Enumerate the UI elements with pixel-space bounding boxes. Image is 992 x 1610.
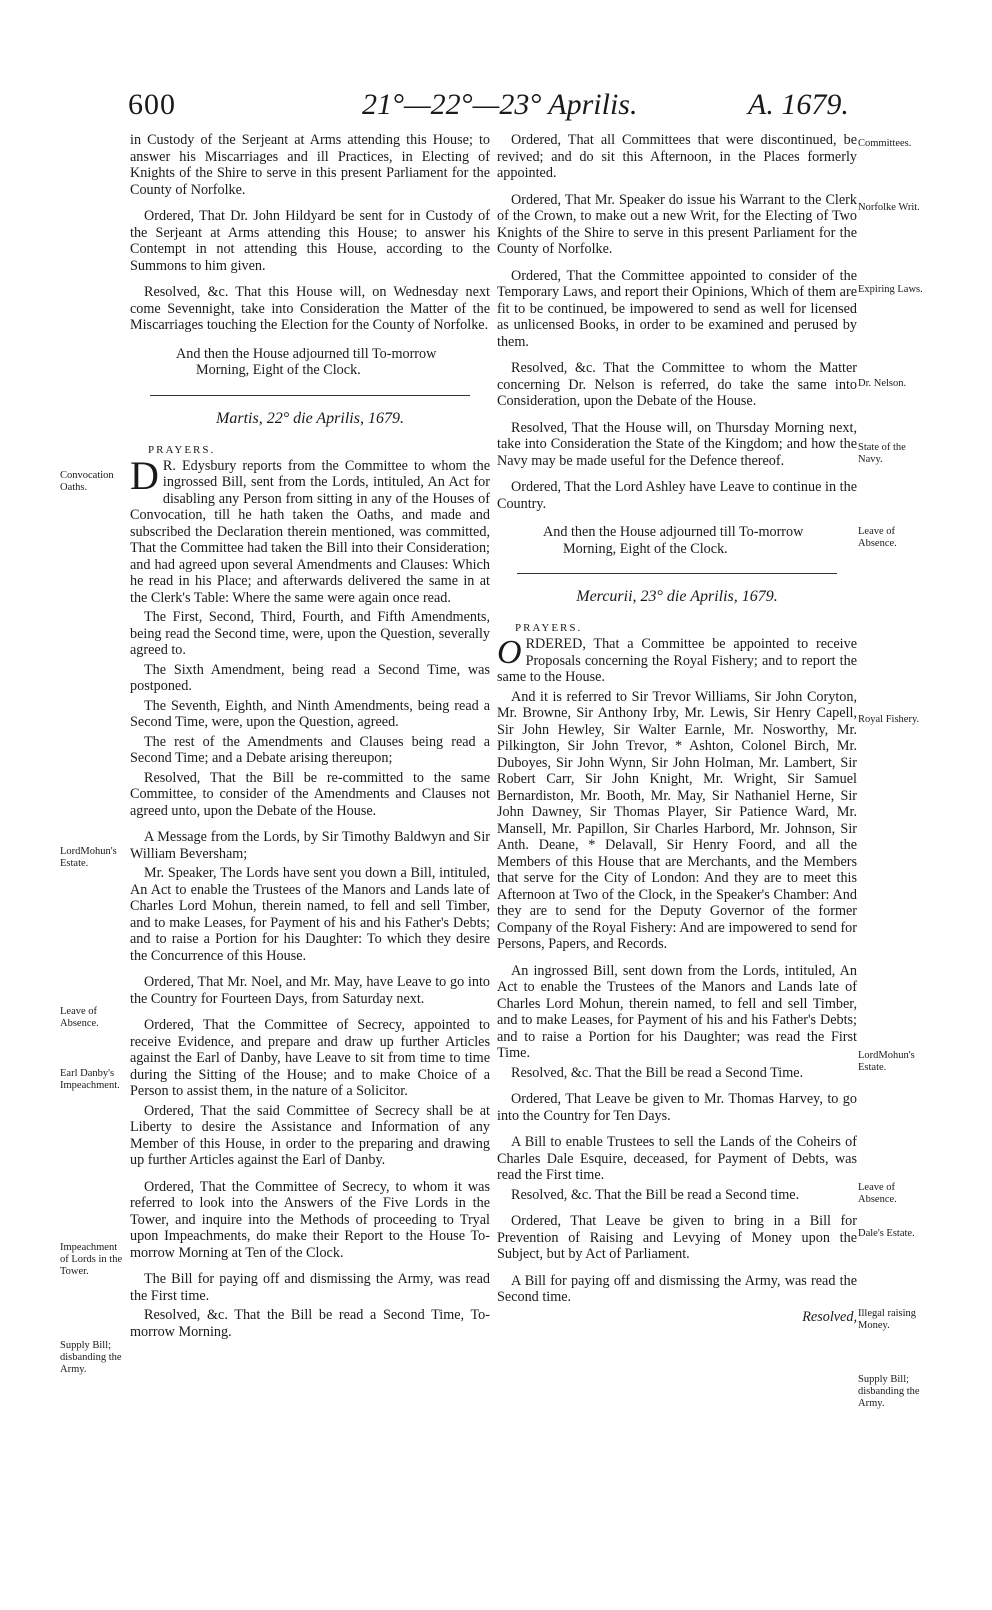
margin-note: Convocation Oaths. <box>60 470 114 493</box>
paragraph: Ordered, That Mr. Noel, and Mr. May, have Leave to go into the Country for Fourteen Days, from Saturday next. <box>130 974 490 1007</box>
paragraph: Ordered, That Dr. John Hildyard be sent for in Custody of the Serjeant at Arms attending this House; to answer his Contempt in not attending this House, according to the Summons to him given. <box>130 208 490 274</box>
margin-note: Expiring Laws. <box>858 284 923 295</box>
margin-note: Illegal raising Money. <box>858 1308 917 1331</box>
margin-note: State of the Navy. <box>858 442 906 465</box>
paragraph: Mr. Speaker, The Lords have sent you down a Bill, intituled, An Act to enable the Trustees of the Manors and Lands late of Charles Lord Mohun, therein named, to fell and sell Timber, and to make Leases, for Payment of his and his Father's Debts; and to raise a Portion for his Daughter: To which they desire the Concurrence of this House. <box>130 865 490 964</box>
paragraph: A Bill for paying off and dismissing the Army, was read the Second time. <box>497 1272 857 1305</box>
margin-note: Supply Bill; disbanding the Army. <box>60 1340 122 1375</box>
margin-note: Committees. <box>858 138 912 149</box>
page-number: 600 <box>128 88 176 121</box>
paragraph: Resolved, &c. That the Committee to whom the Matter concerning Dr. Nelson is referred, do take the same into Consideration, upon the Debate of the House. <box>497 360 857 409</box>
paragraph: Resolved, &c. That the Bill be read a Second Time, To-morrow Morning. <box>130 1307 490 1340</box>
paragraph: Ordered, That Mr. Speaker do issue his Warrant to the Clerk of the Crown, to make out a new Writ, for the Electing of Two Knights of the Shire to serve in this present Parliament for the County of Norfolke. <box>497 191 857 257</box>
drop-cap: O <box>497 634 522 671</box>
paragraph: Ordered, That the said Committee of Secrecy shall be at Liberty to desire the Assistance and Information of any Member of this House, in order to the preparing and drawing up further Articles against the Earl of Danby. <box>130 1102 490 1168</box>
paragraph: Resolved, &c. That the Bill be read a Second time. <box>511 1186 800 1203</box>
paragraph: Ordered, That the Lord Ashley have Leave to continue in the Country. <box>497 479 857 512</box>
paragraph <box>130 452 490 607</box>
paragraph: An ingrossed Bill, sent down from the Lords, intituled, An Act to enable the Trustees of the Manors and Lands late of Charles Lord Mohun, therein named, to fell and sell Timber, and to make Leases, for Payment of his and his Father's Debts; and to raise a Portion for his Daughter; was read the First Time. <box>497 962 857 1061</box>
paragraph: in Custody of the Serjeant at Arms attending this House; to answer his Miscarriages and ill Practices, in Electing of Knights of the Shire to serve in this present Parliament for the County of Norfolke. <box>130 132 490 198</box>
running-header-year: A. 1679. <box>748 88 849 121</box>
paragraph: A Message from the Lords, by Sir Timothy Baldwyn and Sir William Beversham; <box>130 829 490 862</box>
paragraph: Ordered, That all Committees that were discontinued, be revived; and do sit this Afternoon, in the Places formerly appointed. <box>497 132 857 181</box>
paragraph: The Bill for paying off and dismissing the Army, was read the First time. <box>130 1271 490 1304</box>
day-heading: Martis, 22° die Aprilis, 1679. <box>216 409 404 427</box>
running-header-dates: 21°—22°—23° Aprilis. <box>362 88 638 121</box>
adjournment-notice <box>130 346 490 379</box>
margin-note: LordMohun's Estate. <box>858 1050 915 1073</box>
day-heading: Mercurii, 23° die Aprilis, 1679. <box>576 588 778 605</box>
paragraph <box>497 636 857 686</box>
margin-note: LordMohun's Estate. <box>60 846 117 869</box>
section-divider <box>517 573 837 574</box>
paragraph: The Sixth Amendment, being read a Second Time, was postponed. <box>130 661 490 694</box>
margin-note: Royal Fishery. <box>858 714 920 725</box>
catchword: Resolved, <box>802 1308 857 1325</box>
margin-note: Leave of Absence. <box>858 1182 897 1205</box>
adjournment-notice <box>497 524 857 557</box>
margin-note: Supply Bill; disbanding the Army. <box>858 1374 920 1409</box>
margin-note: Earl Danby's Impeachment. <box>60 1068 120 1091</box>
section-divider <box>150 395 470 396</box>
margin-note: Dr. Nelson. <box>858 378 907 389</box>
paragraph: Resolved, &c. That the Bill be read a Second Time. <box>511 1064 804 1081</box>
paragraph: Ordered, That the Committee of Secrecy, to whom it was referred to look into the Answers of the Five Lords in the Tower, and inquire into the Methods of proceeding to Tryal upon Impeachments, do make their Report to the House To-morrow Morning at Ten of the Clock. <box>130 1178 490 1261</box>
adjournment-line: And then the House adjourned till To-morrow <box>543 524 804 540</box>
paragraph: Resolved, That the Bill be re-committed to the same Committee, to consider of the Amendments and Clauses not agreed unto, upon the Debate of the House. <box>130 769 490 819</box>
left-column <box>130 132 490 1350</box>
paragraph: Ordered, That Leave be given to Mr. Thomas Harvey, to go into the Country for Ten Days. <box>497 1091 857 1124</box>
margin-note: Impeachment of Lords in the Tower. <box>60 1242 123 1277</box>
paragraph: The Seventh, Eighth, and Ninth Amendments, being read a Second Time, were, upon the Question, agreed. <box>130 697 490 730</box>
paragraph: The First, Second, Third, Fourth, and Fifth Amendments, being read the Second time, were, upon the Question, severally agreed to. <box>130 609 490 658</box>
adjournment-line: And then the House adjourned till To-morrow <box>176 345 437 362</box>
prayers-label: PRAYERS. <box>148 443 216 456</box>
drop-cap: D <box>130 452 159 498</box>
paragraph: A Bill to enable Trustees to sell the Lands of the Coheirs of Charles Dale Esquire, deceased, for Payment of Debts, was read the First time. <box>497 1134 857 1183</box>
prayers-label: PRAYERS. <box>515 622 583 634</box>
paragraph: Ordered, That the Committee appointed to consider of the Temporary Laws, and report their Opinions, Which of them are fit to be continued, be impowered to send as well for licensed as unlicensed Books, in order to be examined and perused by them. <box>497 267 857 350</box>
adjournment-line: Morning, Eight of the Clock. <box>196 362 361 378</box>
paragraph-text: R. Edysbury reports from the Committee to whom the ingrossed Bill, sent from the Lords, intituled, An Act for disabling any Person from sitting in any of the Houses of Convocation, till he hath taken the Oaths, and made and subscribed the Declaration therein mentioned, was committed, That the Committee had taken the Bill into their Consideration; and had agreed upon several Amendments and Clauses: Which he read in his Place; and afterwards delivered the same in at the Clerk's Table: Where the same were again once read. <box>130 457 490 606</box>
margin-note: Leave of Absence. <box>60 1006 99 1029</box>
paragraph-text: RDERED, That a Committee be appointed to receive Proposals concerning the Royal Fishery; and to report the same to the House. <box>497 636 857 685</box>
right-column <box>497 132 857 1335</box>
paragraph: Ordered, That Leave be given to bring in a Bill for Prevention of Raising and Levying of Money upon the Subject, but by Act of Parliament. <box>497 1213 857 1262</box>
paragraph: The rest of the Amendments and Clauses being read a Second Time; and a Debate arising thereupon; <box>130 733 490 766</box>
paragraph: Ordered, That the Committee of Secrecy, appointed to receive Evidence, and prepare and draw up further Articles against the Earl of Danby, have Leave to sit from time to time during the Sitting of the House; and to make Choice of a Person to assist them, in the nature of a Solicitor. <box>130 1017 490 1099</box>
margin-note: Norfolke Writ. <box>858 202 920 213</box>
paragraph: And it is referred to Sir Trevor Williams, Sir John Coryton, Mr. Browne, Sir Anthony Irby, Mr. Lewis, Sir Henry Capell, Sir John Hewley, Sir Walter Earnle, Mr. Nosworthy, Mr. Pilkington, Sir John Trevor, * Ashton, Colonel Birch, Mr. Duboyes, Sir John Wynn, Sir John Holman, Mr. Lambert, Sir Robert Carr, Sir John Knight, Mr. Wright, Sir Samuel Bernardiston, Mr. Booth, Mr. May, Sir Nathaniel Herne, Sir John Dawney, Sir Thomas Player, Sir Patience Ward, Mr. Mansell, Mr. Papillon, Sir Charles Harbord, Mr. Johnson, Sir Anth. Deane, * Delavall, Sir Henry Foord, and all the Members of this House that are Merchants, and the Members that serve for the City of London: And they are to meet this Afternoon at Two of the Clock, in the Speaker's Chamber: And they are to send for the Deputy Governor of the former Company of the Royal Fishery: And are impowered to send for Persons, Papers, and Records. <box>497 688 857 952</box>
margin-note: Leave of Absence. <box>858 526 897 549</box>
paragraph: Resolved, That the House will, on Thursday Morning next, take into Consideration the State of the Kingdom; and how the Navy may be made useful for the Defence thereof. <box>497 419 857 469</box>
paragraph: Resolved, &c. That this House will, on Wednesday next come Sevennight, take into Consideration the Matter of the Miscarriages touching the Election for the County of Norfolke. <box>130 284 490 333</box>
adjournment-line: Morning, Eight of the Clock. <box>563 540 728 557</box>
margin-note: Dale's Estate. <box>858 1228 915 1239</box>
